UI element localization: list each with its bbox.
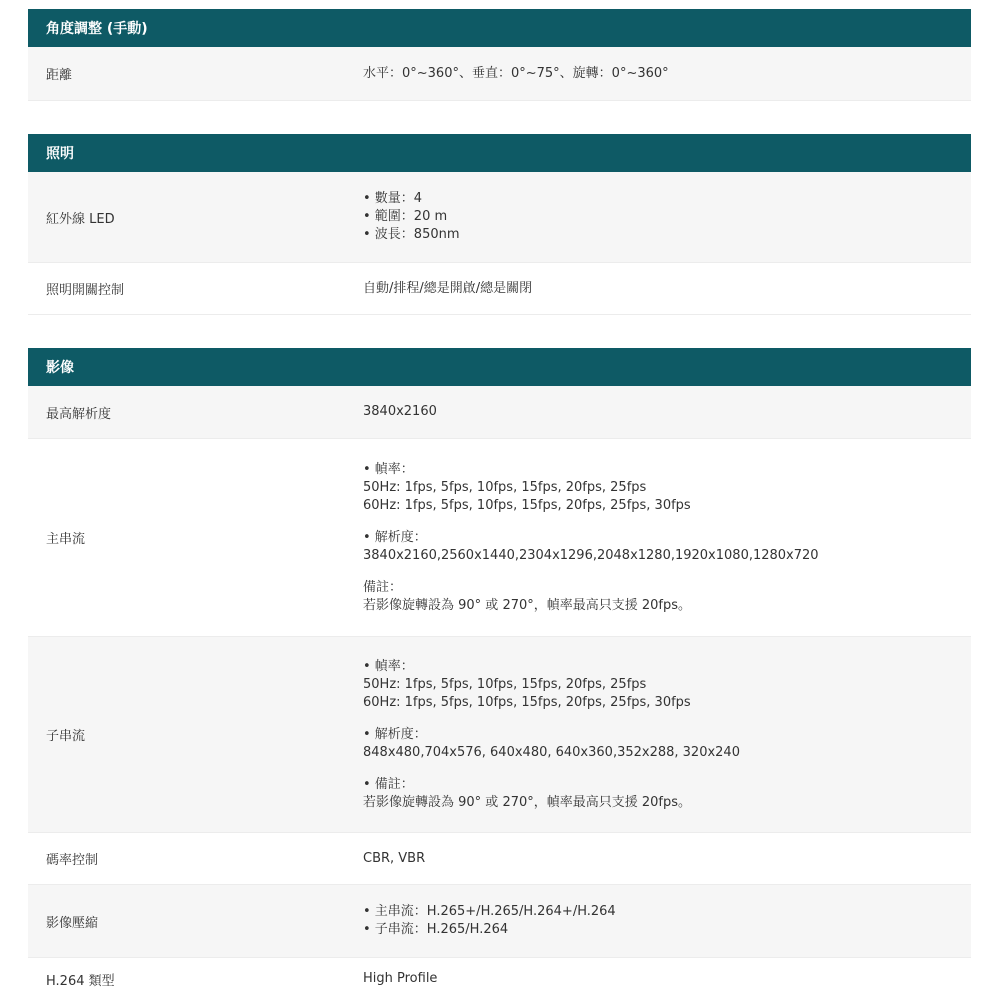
spec-row-sub-stream	[28, 637, 971, 833]
spec-row-max-resolution	[28, 386, 971, 439]
spec-row-bitrate-control	[28, 833, 971, 885]
value-line: 水平：0°~360°、垂直：0°~75°、旋轉：0°~360°	[363, 65, 669, 81]
row-label: 主串流	[46, 532, 86, 547]
row-value	[363, 637, 961, 832]
value-line: • 備註：	[363, 776, 414, 792]
value-line: 自動/排程/總是開啟/總是關閉	[363, 280, 533, 296]
row-label: 距離	[46, 68, 73, 83]
section-title: 影像	[46, 360, 74, 376]
row-value	[363, 47, 961, 100]
row-label: 碼率控制	[46, 853, 99, 868]
value-line: • 數量：4	[363, 191, 423, 206]
value-line: • 子串流：H.265/H.264	[363, 922, 509, 937]
section-title: 角度調整 (手動)	[46, 21, 148, 37]
spec-row-main-stream	[28, 439, 971, 637]
section-header-video	[28, 348, 971, 386]
value-line: 備註：	[363, 579, 403, 595]
row-label: 紅外線 LED	[46, 211, 115, 227]
value-line: • 範圍：20 m	[363, 209, 448, 224]
value-line: 若影像旋轉設為 90° 或 270°，幀率最高只支援 20fps。	[363, 794, 692, 810]
value-line: CBR, VBR	[363, 850, 426, 866]
value-line: 50Hz: 1fps, 5fps, 10fps, 15fps, 20fps, 25fps	[363, 479, 647, 495]
row-value	[363, 439, 961, 636]
row-label: 照明開關控制	[46, 283, 125, 298]
row-label: 子串流	[46, 729, 86, 744]
row-value	[363, 386, 961, 438]
value-line: 3840x2160,2560x1440,2304x1296,2048x1280,1920x1080,1280x720	[363, 547, 819, 563]
value-line: 60Hz: 1fps, 5fps, 10fps, 15fps, 20fps, 25fps, 30fps	[363, 694, 691, 710]
value-line: 60Hz: 1fps, 5fps, 10fps, 15fps, 20fps, 25fps, 30fps	[363, 497, 691, 513]
row-value	[363, 958, 961, 1000]
value-line: • 解析度：	[363, 726, 427, 742]
spec-row-distance	[28, 47, 971, 101]
value-line: • 幀率：	[363, 658, 414, 674]
spec-row-ir-led	[28, 172, 971, 263]
value-line: • 主串流：H.265+/H.265/H.264+/H.264	[363, 904, 616, 919]
section-header-angle	[28, 9, 971, 47]
section-header-lighting	[28, 134, 971, 172]
section-title: 照明	[46, 146, 74, 162]
value-line: High Profile	[363, 971, 438, 986]
value-line: 3840x2160	[363, 404, 437, 419]
row-value	[363, 833, 961, 884]
row-label: 影像壓縮	[46, 915, 99, 931]
row-value	[363, 172, 961, 262]
value-line: 若影像旋轉設為 90° 或 270°，幀率最高只支援 20fps。	[363, 597, 692, 613]
spec-row-compression	[28, 885, 971, 958]
row-label: 最高解析度	[46, 406, 112, 422]
value-line: • 波長：850nm	[363, 227, 460, 242]
value-line: 50Hz: 1fps, 5fps, 10fps, 15fps, 20fps, 25fps	[363, 676, 647, 692]
row-value	[363, 263, 961, 314]
value-line: • 解析度：	[363, 529, 427, 545]
spec-row-light-control	[28, 263, 971, 315]
value-line: • 幀率：	[363, 461, 414, 477]
row-value	[363, 885, 961, 957]
row-label: H.264 類型	[46, 973, 115, 989]
spec-row-h264-type	[28, 958, 971, 1000]
value-line: 848x480,704x576, 640x480, 640x360,352x288, 320x240	[363, 744, 740, 760]
